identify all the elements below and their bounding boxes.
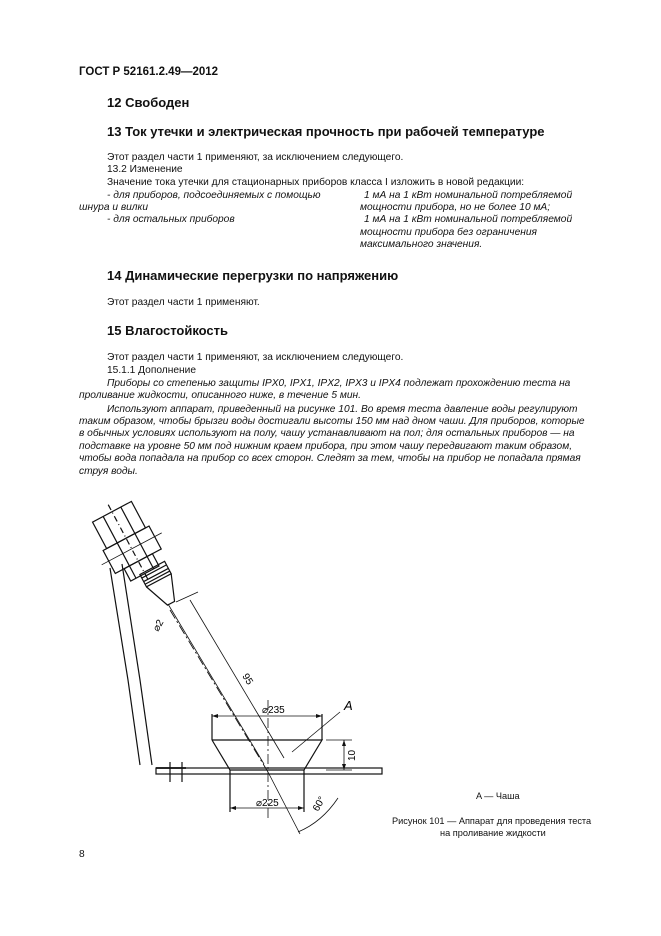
para1-line2: проливание жидкости, описанного ниже, в течение 5 мин. bbox=[79, 390, 361, 401]
dim-bowl-height: 10 bbox=[347, 749, 358, 761]
dim-nozzle-diameter: ⌀2 bbox=[151, 617, 167, 634]
leakage-row1-right: 1 мА на 1 кВт номинальной потребляемой bbox=[364, 190, 573, 201]
dim-bowl-top-diameter: ⌀235 bbox=[262, 705, 285, 716]
section-14-heading: 14 Динамические перегрузки по напряжению bbox=[107, 268, 399, 283]
dim-bowl-bottom-diameter: ⌀225 bbox=[256, 798, 279, 809]
leakage-row2-right: 1 мА на 1 кВт номинальной потребляемой bbox=[364, 214, 573, 225]
section-13-intro: Этот раздел части 1 применяют, за исключением следующего. bbox=[107, 152, 404, 163]
section-15-heading: 15 Влагостойкость bbox=[107, 323, 229, 338]
section-15-1-1-subheading: 15.1.1 Дополнение bbox=[107, 365, 197, 376]
figure-legend: A — Чаша bbox=[476, 791, 520, 801]
section-13-heading: 13 Ток утечки и электрическая прочность при рабочей температуре bbox=[107, 124, 545, 139]
section-12-heading: 12 Свободен bbox=[107, 95, 190, 110]
label-a: A bbox=[344, 698, 353, 713]
page-number: 8 bbox=[79, 849, 85, 860]
para2-line4: подставке на уровне 50 мм под нижним краем прибора, при этом чашу передвигают таким образом, bbox=[79, 441, 573, 452]
leakage-row1-left-cont: шнура и вилки bbox=[79, 202, 149, 213]
para2-line2: таким образом, чтобы брызги воды достигали высоты 150 мм над дном чаши. Для приборов, которые bbox=[79, 416, 585, 427]
dim-distance-95: 95 bbox=[239, 671, 255, 688]
dim-angle-60: 60° bbox=[311, 794, 329, 814]
leakage-row2-right-cont: мощности прибора без ограничения bbox=[360, 227, 537, 238]
figure-caption-line2: на проливание жидкости bbox=[440, 828, 546, 838]
figure-caption-line1: Рисунок 101 — Аппарат для проведения теста bbox=[392, 816, 592, 826]
para1-line1: Приборы со степенью защиты IPX0, IPX1, IPX2, IPX3 и IPX4 подлежат прохождению теста на bbox=[107, 378, 571, 389]
standard-header: ГОСТ Р 52161.2.49—2012 bbox=[79, 66, 219, 78]
section-14-text: Этот раздел части 1 применяют. bbox=[107, 297, 260, 308]
leakage-row2-left: - для остальных приборов bbox=[107, 214, 235, 225]
section-13-2-subheading: 13.2 Изменение bbox=[107, 164, 183, 175]
section-15-intro: Этот раздел части 1 применяют, за исключением следующего. bbox=[107, 352, 404, 363]
para2-line6: струя воды. bbox=[79, 466, 138, 477]
para2-line3: в обычных условиях используют на полу, чашу устанавливают на пол; для остальных приборов — на bbox=[79, 428, 575, 439]
para2-line5: чтобы вода попадала на прибор со всех сторон. Следят за тем, чтобы на прибор не попадала прямая bbox=[79, 453, 581, 464]
section-13-text: Значение тока утечки для стационарных приборов класса I изложить в новой редакции: bbox=[107, 177, 525, 188]
leakage-row1-left: - для приборов, подсоединяемых с помощью bbox=[107, 190, 321, 201]
leakage-row1-right-cont: мощности прибора, но не более 10 мА; bbox=[360, 202, 551, 213]
leakage-row2-right-cont2: максимального значения. bbox=[360, 239, 483, 250]
para2-line1: Используют аппарат, приведенный на рисунке 101. Во время теста давление воды регулируют bbox=[107, 404, 578, 415]
